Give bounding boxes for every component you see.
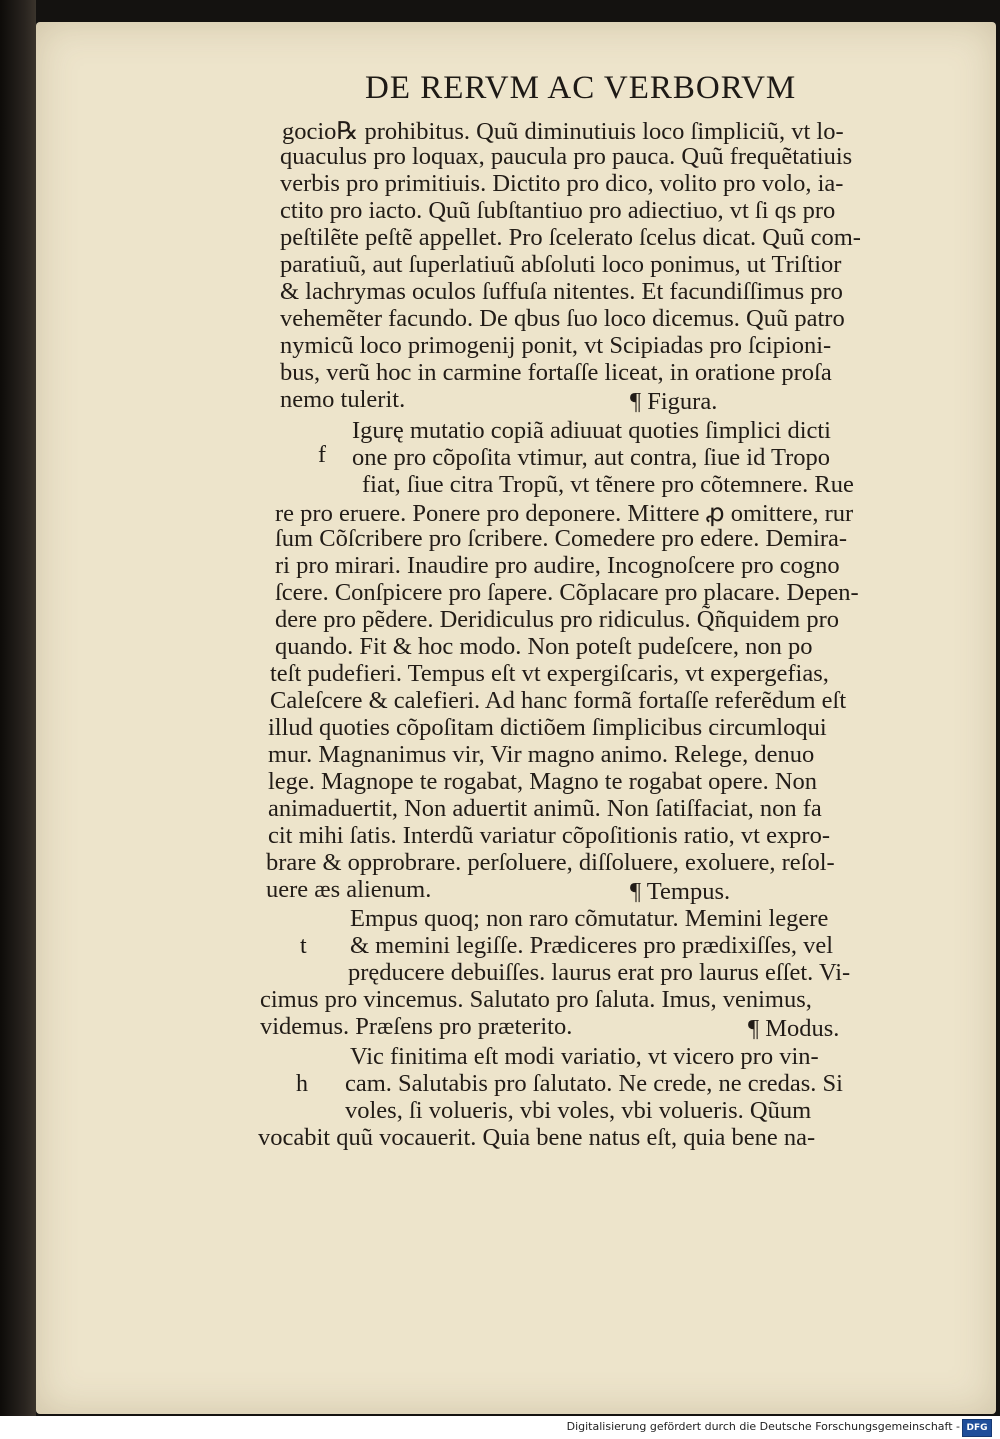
text-line: gocio℞ prohibitus. Quũ diminutiuis loco ſimpliciũ, vt lo- bbox=[282, 118, 844, 145]
dfg-logo-icon: DFG bbox=[962, 1419, 992, 1437]
funding-notice: Digitalisierung gefördert durch die Deutsche Forschungsgemeinschaft - bbox=[566, 1420, 960, 1433]
text-line: ſcere. Conſpicere pro ſapere. Cõplacare pro placare. Depen- bbox=[275, 579, 859, 606]
text-line: ſum Cõſcribere pro ſcribere. Comedere pro edere. Demira- bbox=[275, 525, 848, 552]
text-line: uere æs alienum. bbox=[266, 876, 432, 903]
running-head: DE RERVM AC VERBORVM bbox=[365, 70, 797, 106]
text-line: Vic finitima eſt modi variatio, vt vicero pro vin- bbox=[350, 1043, 819, 1070]
text-line: quaculus pro loquax, paucula pro pauca. Quũ frequẽtatiuis bbox=[280, 143, 853, 170]
guide-letter: t bbox=[300, 933, 307, 959]
text-line: voles, ſi volueris, vbi voles, vbi volueris. Qũum bbox=[345, 1097, 812, 1124]
text-line: ri pro mirari. Inaudire pro audire, Incognoſcere pro cogno bbox=[275, 552, 840, 579]
text-line: peſtilẽte peſtẽ appellet. Pro ſcelerato ſcelus dicat. Quũ com- bbox=[280, 224, 861, 251]
text-line: animaduertit, Non aduertit animũ. Non ſatiſfaciat, non fa bbox=[268, 795, 822, 822]
guide-letter: f bbox=[318, 442, 326, 468]
text-line: one pro cõpoſita vtimur, aut contra, ſiue id Tropo bbox=[352, 444, 831, 471]
text-line: quando. Fit & hoc modo. Non poteſt pudeſcere, non po bbox=[275, 633, 813, 660]
text-line: pręducere debuiſſes. laurus erat pro laurus eſſet. Vi- bbox=[348, 959, 851, 986]
section-heading-modus: ¶ Modus. bbox=[748, 1015, 840, 1042]
text-line: dere pro pẽdere. Deridiculus pro ridiculus. Q̃ñquidem pro bbox=[275, 606, 840, 633]
text-line: cam. Salutabis pro ſalutato. Ne crede, ne credas. Si bbox=[345, 1070, 843, 1097]
text-line: nemo tulerit. bbox=[280, 386, 406, 413]
guide-letter: h bbox=[296, 1071, 308, 1097]
text-line: vocabit quũ vocauerit. Quia bene natus eſt, quia bene na- bbox=[258, 1124, 816, 1151]
text-line: brare & opprobrare. perſoluere, diſſoluere, exoluere, reſol- bbox=[266, 849, 835, 876]
text-line: illud quoties cõpoſitam dictiõem ſimplicibus circumloqui bbox=[268, 714, 827, 741]
text-line: teſt pudefieri. Tempus eſt vt expergiſcaris, vt expergefias, bbox=[270, 660, 829, 687]
text-line: paratiuũ, aut ſuperlatiuũ abſoluti loco ponimus, ut Triſtior bbox=[280, 251, 842, 278]
text-line: cit mihi ſatis. Interdũ variatur cõpoſitionis ratio, vt expro- bbox=[268, 822, 831, 849]
text-line: cimus pro vincemus. Salutato pro ſaluta. Imus, venimus, bbox=[260, 986, 812, 1013]
text-line: mur. Magnanimus vir, Vir magno animo. Relege, denuo bbox=[268, 741, 815, 768]
text-line: bus, verũ hoc in carmine fortaſſe liceat, in oratione proſa bbox=[280, 359, 832, 386]
text-line: nymicũ loco primogenij ponit, vt Scipiadas pro ſcipioni- bbox=[280, 332, 832, 359]
text-line: re pro eruere. Ponere pro deponere. Mittere ꝓ omittere, rur bbox=[275, 500, 854, 527]
text-line: videmus. Præſens pro præterito. bbox=[260, 1013, 573, 1040]
footer-bar bbox=[0, 1416, 1000, 1439]
text-line: & lachrymas oculos ſuffuſa nitentes. Et facundiſſimus pro bbox=[280, 278, 843, 305]
book-edge bbox=[0, 0, 36, 1420]
text-line: fiat, ſiue citra Tropũ, vt tẽnere pro cõtemnere. Rue bbox=[362, 471, 854, 498]
text-line: lege. Magnope te rogabat, Magno te rogabat opere. Non bbox=[268, 768, 818, 795]
section-heading-tempus: ¶ Tempus. bbox=[630, 878, 731, 905]
text-line: ctito pro iacto. Quũ ſubſtantiuo pro adiectiuo, vt ſi qs pro bbox=[280, 197, 836, 224]
text-line: verbis pro primitiuis. Dictito pro dico, volito pro volo, ia- bbox=[280, 170, 844, 197]
text-line: Empus quoq; non raro cõmutatur. Memini legere bbox=[350, 905, 829, 932]
text-line: Igurę mutatio copiã adiuuat quoties ſimplici dicti bbox=[352, 417, 831, 444]
text-line: vehemẽter facundo. De qbus ſuo loco dicemus. Quũ patro bbox=[280, 305, 845, 332]
text-line: Caleſcere & calefieri. Ad hanc formã fortaſſe referẽdum eſt bbox=[270, 687, 847, 714]
section-heading-figura: ¶ Figura. bbox=[630, 388, 718, 415]
text-line: & memini legiſſe. Prædiceres pro prædixiſſes, vel bbox=[350, 932, 834, 959]
